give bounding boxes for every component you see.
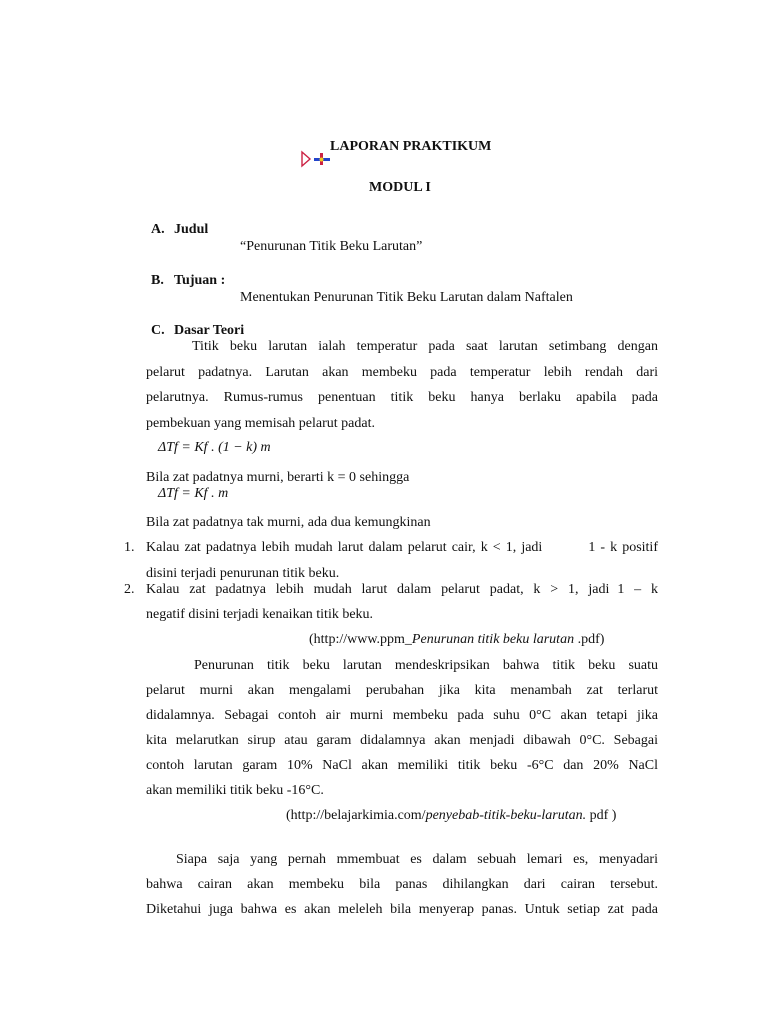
- section-a-label: A.: [151, 222, 165, 237]
- para2-line4: kita melarutkan sirup atau garam didalamnya akan menjadi dibawah 0°C. Sebagai: [146, 733, 658, 748]
- para1-line3: pelarutnya. Rumus-rumus penentuan titik beku hanya berlaku apabila pada: [146, 390, 658, 405]
- list-item-1-line1: Kalau zat padatnya lebih mudah larut dalam pelarut cair, k < 1, jadi 1 - k positif: [146, 540, 658, 555]
- formula-pure: ΔTf = Kf . m: [158, 486, 229, 501]
- formula-freezing-point: ΔTf = Kf . (1 − k) m: [158, 440, 271, 455]
- para2-line5: contoh larutan garam 10% NaCl akan memiliki titik beku -6°C dan 20% NaCl: [146, 758, 658, 773]
- section-a-heading: Judul: [174, 222, 209, 237]
- section-b-content: Menentukan Penurunan Titik Beku Larutan dalam Naftalen: [240, 290, 573, 305]
- list-item-1-number: 1.: [124, 540, 135, 555]
- para1-line4: pembekuan yang memisah pelarut padat.: [146, 416, 375, 431]
- list-item-2-number: 2.: [124, 582, 135, 597]
- para2-line2: pelarut murni akan mengalami perubahan jika kita menambah zat terlarut: [146, 683, 658, 698]
- para3-line1: Siapa saja yang pernah mmembuat es dalam sebuah lemari es, menyadari: [176, 852, 658, 867]
- list-item-2-line2: negatif disini terjadi kenaikan titik beku.: [146, 607, 374, 622]
- para2-line6: akan memiliki titik beku -16°C.: [146, 783, 324, 798]
- pure-solvent-text: Bila zat padatnya murni, berarti k = 0 sehingga: [146, 470, 410, 485]
- para3-line2: bahwa cairan akan membeku bila panas dihilangkan dari cairan tersebut.: [146, 877, 658, 892]
- section-b-heading: Tujuan :: [174, 273, 226, 288]
- section-c-heading: Dasar Teori: [174, 323, 245, 338]
- para2-line3: didalamnya. Sebagai contoh air murni membeku pada suhu 0°C akan tetapi jika: [146, 708, 658, 723]
- para2-line1: Penurunan titik beku larutan mendeskripsikan bahwa titik beku suatu: [194, 658, 658, 673]
- module-title: MODUL I: [369, 180, 431, 195]
- section-c-label: C.: [151, 323, 165, 338]
- clip-art-icon: [300, 150, 332, 168]
- para3-line3: Diketahui juga bahwa es akan meleleh bila menyerap panas. Untuk setiap zat pada: [146, 902, 658, 917]
- list-item-2-line1: Kalau zat padatnya lebih mudah larut dalam pelarut padat, k > 1, jadi 1 – k: [146, 582, 659, 597]
- reference-2: (http://belajarkimia.com/penyebab-titik-beku-larutan. pdf ): [286, 808, 617, 823]
- para1-line1: Titik beku larutan ialah temperatur pada saat larutan setimbang dengan: [192, 339, 658, 354]
- section-a-content: “Penurunan Titik Beku Larutan”: [240, 239, 423, 254]
- section-b-label: B.: [151, 273, 164, 288]
- list-item-1-line2: disini terjadi penurunan titik beku.: [146, 566, 340, 581]
- impure-solvent-text: Bila zat padatnya tak murni, ada dua kemungkinan: [146, 515, 431, 530]
- document-title: LAPORAN PRAKTIKUM: [330, 139, 492, 154]
- para1-line2: pelarut padatnya. Larutan akan membeku pada temperatur lebih rendah dari: [146, 365, 658, 380]
- reference-1: (http://www.ppm_Penurunan titik beku larutan .pdf): [309, 632, 605, 647]
